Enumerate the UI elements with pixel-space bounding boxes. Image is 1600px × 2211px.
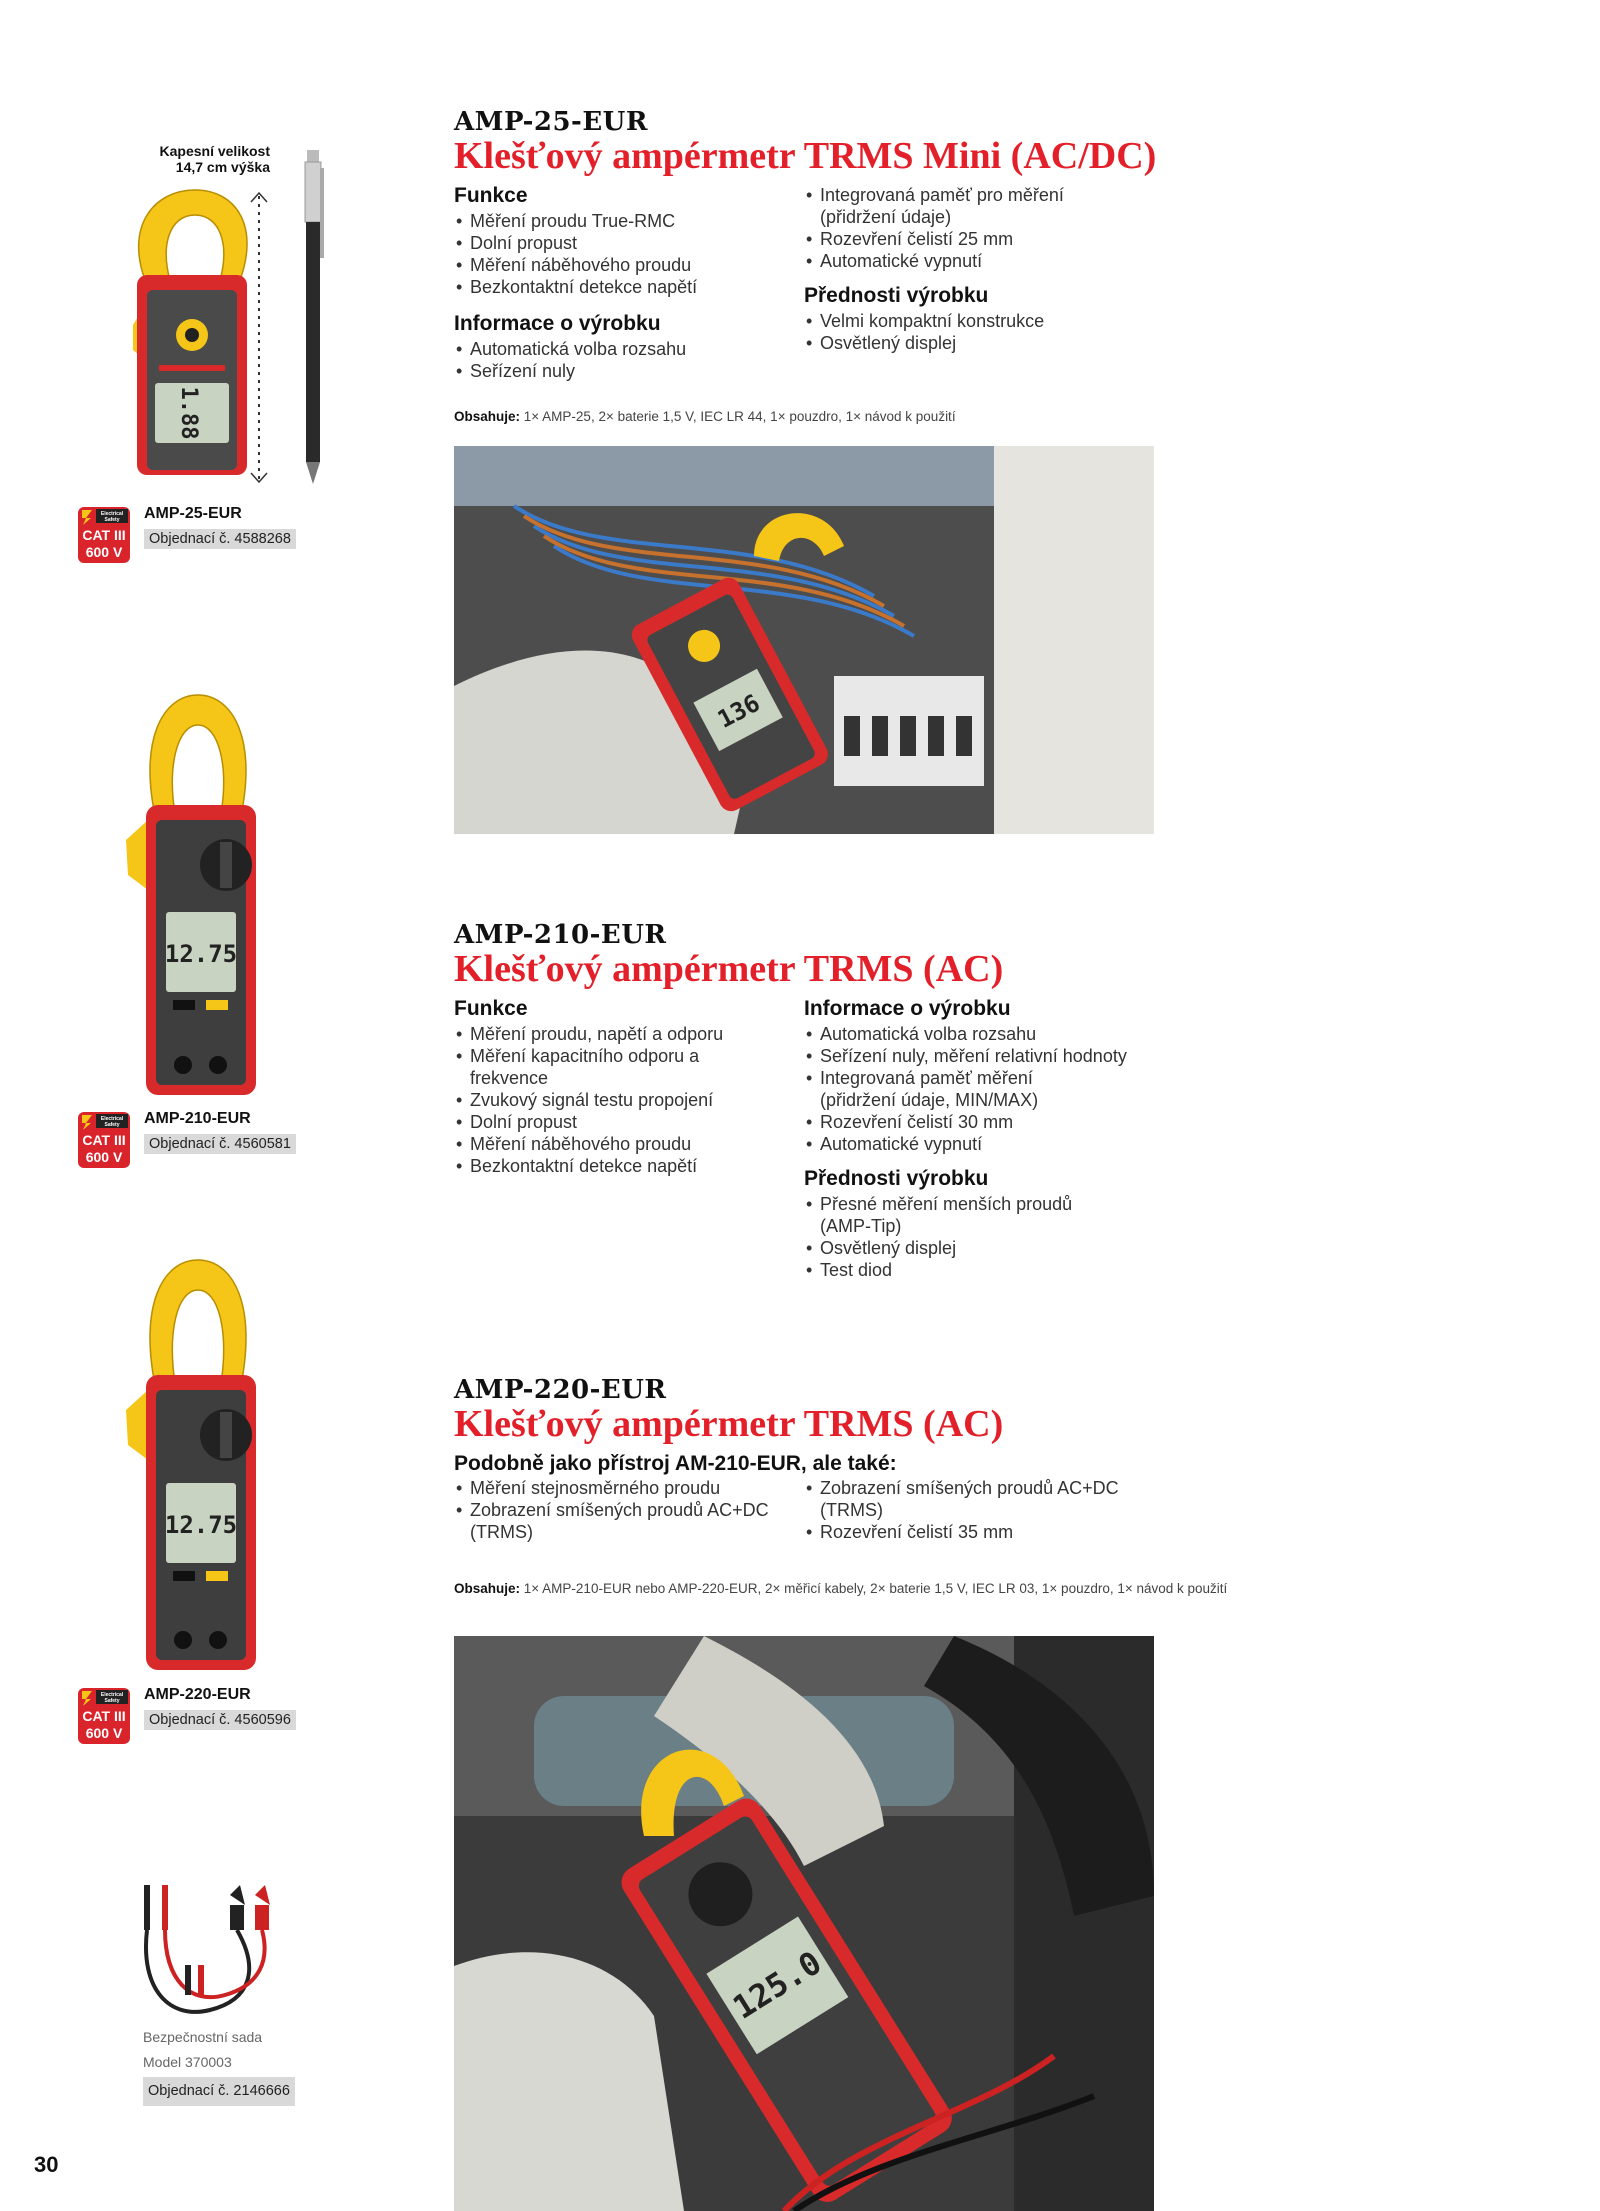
contents-label: Obsahuje:: [454, 409, 521, 424]
amp220-title: Klešťový ampérmetr TRMS (AC): [454, 1403, 1004, 1445]
svg-text:CAT III: CAT III: [82, 1708, 126, 1724]
list-item: • Test diod: [804, 1259, 1164, 1281]
pocket-size-note: [120, 143, 270, 175]
amp210-model-heading: AMP-210-EUR: [454, 920, 667, 950]
contents-text: 1× AMP-25, 2× baterie 1,5 V, IEC LR 44, 1× pouzdro, 1× návod k použití: [523, 409, 956, 424]
amp210-info-list: [804, 1023, 1164, 1155]
amp25-model-heading: AMP-25-EUR: [454, 107, 648, 137]
cat-iii-badge: [78, 1112, 130, 1168]
amp25-info-list: [454, 338, 784, 382]
list-item: • Rozevření čelistí 25 mm: [804, 228, 1124, 250]
list-item: • Automatické vypnutí: [804, 250, 1124, 272]
amp25-advantages-list: [804, 310, 1124, 354]
list-item: • Automatická volba rozsahu: [454, 338, 784, 360]
amp220-col2-list: [804, 1477, 1149, 1543]
accessory-name: Bezpečnostní sada: [143, 2029, 263, 2045]
svg-text:600 V: 600 V: [85, 1725, 123, 1741]
amp25-funkce-list: [454, 210, 784, 298]
list-item: • Velmi kompaktní konstrukce: [804, 310, 1124, 332]
amp210-display-text: 12.75: [164, 940, 238, 968]
amp220-model-heading: AMP-220-EUR: [454, 1375, 667, 1405]
list-item: • Osvětlený displej: [804, 332, 1124, 354]
svg-text:600 V: 600 V: [85, 1149, 123, 1165]
list-item: • Integrovaná paměť měření (přidržení údaje, MIN/MAX): [804, 1067, 1070, 1111]
amp220-display-text: 12.75: [164, 1511, 238, 1539]
svg-text:Electrical: Electrical: [100, 1116, 124, 1122]
amp210-side-info: [144, 1110, 296, 1154]
list-item: • Rozevření čelistí 30 mm: [804, 1111, 1164, 1133]
list-item: • Rozevření čelistí 35 mm: [804, 1521, 1149, 1543]
svg-text:Safety: Safety: [104, 517, 120, 523]
amp210-funkce-list: [454, 1023, 784, 1177]
pen-image: [298, 148, 328, 488]
amp25-funkce-heading: Funkce: [454, 184, 528, 207]
amp220-col2: [804, 1477, 1149, 1557]
amp210-advantages-heading: Přednosti výrobku: [804, 1167, 989, 1190]
list-item: • Měření stejnosměrného proudu: [454, 1477, 799, 1499]
amp25-title: Klešťový ampérmetr TRMS Mini (AC/DC): [454, 135, 1157, 177]
amp25-usage-photo: [454, 446, 1154, 834]
amp220-side-model: AMP-220-EUR: [144, 1686, 251, 1703]
test-lead-set-image: [130, 1880, 290, 2030]
amp210-side-model: AMP-210-EUR: [144, 1110, 251, 1127]
list-item: • Měření kapacitního odporu a frekvence: [454, 1045, 740, 1089]
amp25-side-info: [144, 505, 296, 549]
svg-text:Safety: Safety: [104, 1698, 120, 1704]
amp25-display-text: 1.88: [176, 386, 201, 440]
page-number: 30: [34, 2152, 59, 2177]
list-item: • Bezkontaktní detekce napětí: [454, 276, 784, 298]
svg-text:CAT III: CAT III: [82, 527, 126, 543]
amp210-title: Klešťový ampérmetr TRMS (AC): [454, 948, 1004, 990]
contents-label: Obsahuje:: [454, 1581, 521, 1596]
amp220-order-number: Objednací č. 4560596: [144, 1710, 296, 1730]
amp220-usage-photo: [454, 1636, 1154, 2211]
amp210-advantages-list: [804, 1193, 1164, 1281]
photo-display-top: 136: [713, 688, 765, 734]
amp210-col2: [804, 997, 1164, 1295]
amp220-subheading: Podobně jako přístroj AM-210-EUR, ale také:: [454, 1452, 897, 1475]
amp25-info-heading: Informace o výrobku: [454, 312, 661, 335]
cat-iii-badge: [78, 507, 130, 563]
svg-text:600 V: 600 V: [85, 544, 123, 560]
list-item: • Integrovaná paměť pro měření (přidržení údaje): [804, 184, 1124, 228]
list-item: • Měření proudu, napětí a odporu: [454, 1023, 784, 1045]
list-item: • Měření náběhového proudu: [454, 254, 784, 276]
amp220-contents: [454, 1581, 1227, 1596]
list-item: • Zobrazení smíšených proudů AC+DC (TRMS): [454, 1499, 805, 1543]
list-item: • Zobrazení smíšených proudů AC+DC (TRMS): [804, 1477, 1155, 1521]
list-item: • Přesné měření menších proudů (AMP-Tip): [804, 1193, 1120, 1237]
contents-text: 1× AMP-210-EUR nebo AMP-220-EUR, 2× měřicí kabely, 2× baterie 1,5 V, IEC LR 03, 1× pouzdro, 1× návod k použití: [523, 1581, 1228, 1596]
amp220-col1-list: [454, 1477, 799, 1543]
amp220-meter-image: [118, 1255, 278, 1675]
accessory-model: Model 370003: [143, 2054, 232, 2070]
amp210-order-number: Objednací č. 4560581: [144, 1134, 296, 1154]
amp25-col1: [454, 184, 784, 396]
svg-text:CAT III: CAT III: [82, 1132, 126, 1148]
pocket-size-line1: Kapesní velikost: [159, 143, 270, 159]
amp25-advantages-heading: Přednosti výrobku: [804, 284, 989, 307]
list-item: • Automatická volba rozsahu: [804, 1023, 1164, 1045]
cat-iii-badge: [78, 1688, 130, 1744]
list-item: • Seřízení nuly, měření relativní hodnoty: [804, 1045, 1164, 1067]
list-item: • Zvukový signál testu propojení: [454, 1089, 784, 1111]
list-item: • Osvětlený displej: [804, 1237, 1164, 1259]
amp220-side-info: [144, 1686, 296, 1730]
list-item: • Dolní propust: [454, 1111, 784, 1133]
height-arrow: [248, 190, 270, 485]
pocket-size-line2: 14,7 cm výška: [175, 159, 270, 175]
photo-display-bottom: 125.0: [726, 1943, 829, 2027]
svg-text:Electrical: Electrical: [100, 511, 124, 517]
amp210-meter-image: [118, 690, 278, 1100]
amp25-col2: [804, 184, 1124, 368]
amp210-info-heading: Informace o výrobku: [804, 997, 1011, 1020]
amp25-side-model: AMP-25-EUR: [144, 505, 242, 522]
amp25-memory-list: [804, 184, 1124, 272]
list-item: • Měření náběhového proudu: [454, 1133, 784, 1155]
list-item: • Seřízení nuly: [454, 360, 784, 382]
list-item: • Automatické vypnutí: [804, 1133, 1164, 1155]
amp25-order-number: Objednací č. 4588268: [144, 529, 296, 549]
amp25-contents: [454, 409, 956, 424]
svg-text:Safety: Safety: [104, 1122, 120, 1128]
accessory-order-number: Objednací č. 2146666: [143, 2077, 295, 2106]
amp210-col1: [454, 997, 784, 1191]
list-item: • Měření proudu True-RMC: [454, 210, 784, 232]
amp220-col1: [454, 1477, 799, 1557]
list-item: • Dolní propust: [454, 232, 784, 254]
svg-text:Electrical: Electrical: [100, 1692, 124, 1698]
list-item: • Bezkontaktní detekce napětí: [454, 1155, 784, 1177]
accessory-info: [143, 2025, 295, 2106]
amp210-funkce-heading: Funkce: [454, 997, 528, 1020]
